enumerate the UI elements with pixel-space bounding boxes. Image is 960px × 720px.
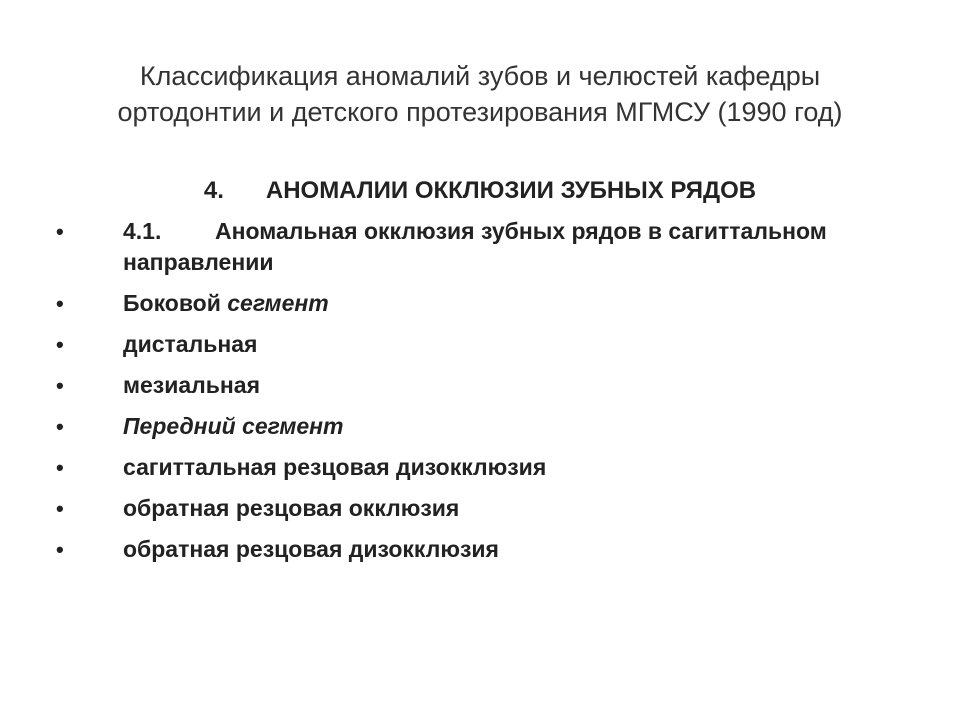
item-text: сагиттальная резцовая дизокклюзия [123,454,547,480]
list-item [56,411,916,442]
item-text: Передний сегмент [123,413,344,439]
slide-title [60,58,900,130]
item-text: дистальная [123,331,258,357]
bullet-icon: • [56,455,64,480]
item-prefix: Боковой [123,290,228,316]
section-number: 4. [203,177,224,204]
item-text: Аномальная окклюзия зубных рядов в сагиттальном направлении [123,218,827,275]
bullet-icon: • [56,219,64,244]
item-text: обратная резцовая окклюзия [123,495,460,521]
list-item [56,370,916,401]
item-text: обратная резцовая дизокклюзия [123,536,499,562]
title-line-1: Классификация аномалий зубов и челюстей кафедры [139,61,821,91]
item-number: 4.1. [123,218,162,244]
section-heading [0,176,960,206]
bullet-list [56,216,916,575]
item-text: сегмент [227,290,329,316]
item-text: мезиальная [123,372,261,398]
bullet-icon: • [56,332,64,357]
list-item [56,493,916,524]
title-line-2: ортодонтии и детского протезирования МГМСУ (1990 год) [117,97,843,127]
list-item [56,534,916,565]
bullet-icon: • [56,414,64,439]
bullet-icon: • [56,291,64,316]
list-item [56,216,916,278]
list-item [56,288,916,319]
bullet-icon: • [56,373,64,398]
bullet-icon: • [56,537,64,562]
section-heading-text: АНОМАЛИИ ОККЛЮЗИИ ЗУБНЫХ РЯДОВ [265,177,757,204]
bullet-icon: • [56,496,64,521]
list-item [56,329,916,360]
list-item [56,452,916,483]
